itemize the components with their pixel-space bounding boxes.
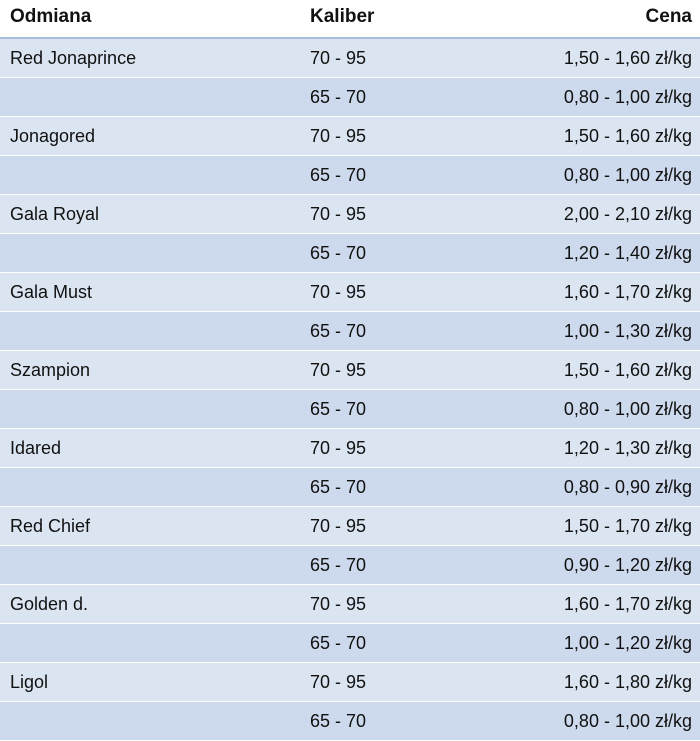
cell-variety bbox=[0, 468, 300, 507]
column-header-caliber: Kaliber bbox=[300, 0, 530, 38]
cell-caliber: 70 - 95 bbox=[300, 273, 530, 312]
cell-price: 0,80 - 1,00 zł/kg bbox=[530, 702, 700, 741]
cell-variety bbox=[0, 234, 300, 273]
table-row bbox=[0, 117, 700, 156]
cell-variety: Red Jonaprince bbox=[0, 38, 300, 78]
cell-price: 0,90 - 1,20 zł/kg bbox=[530, 546, 700, 585]
cell-price: 1,60 - 1,70 zł/kg bbox=[530, 585, 700, 624]
cell-caliber: 65 - 70 bbox=[300, 78, 530, 117]
cell-caliber: 70 - 95 bbox=[300, 117, 530, 156]
cell-variety bbox=[0, 312, 300, 351]
table-row bbox=[0, 507, 700, 546]
cell-price: 1,00 - 1,30 zł/kg bbox=[530, 312, 700, 351]
table-row bbox=[0, 195, 700, 234]
table-header-row bbox=[0, 0, 700, 38]
table-row bbox=[0, 429, 700, 468]
cell-variety bbox=[0, 702, 300, 741]
cell-caliber: 65 - 70 bbox=[300, 468, 530, 507]
cell-caliber: 65 - 70 bbox=[300, 312, 530, 351]
cell-caliber: 70 - 95 bbox=[300, 195, 530, 234]
table-row bbox=[0, 273, 700, 312]
table-row bbox=[0, 156, 700, 195]
table-row bbox=[0, 468, 700, 507]
table-row bbox=[0, 351, 700, 390]
table-row bbox=[0, 624, 700, 663]
cell-price: 1,20 - 1,40 zł/kg bbox=[530, 234, 700, 273]
table-row bbox=[0, 390, 700, 429]
cell-variety bbox=[0, 156, 300, 195]
table-row bbox=[0, 546, 700, 585]
cell-caliber: 70 - 95 bbox=[300, 351, 530, 390]
cell-caliber: 65 - 70 bbox=[300, 546, 530, 585]
cell-price: 0,80 - 0,90 zł/kg bbox=[530, 468, 700, 507]
cell-variety: Red Chief bbox=[0, 507, 300, 546]
table-row bbox=[0, 585, 700, 624]
cell-price: 0,80 - 1,00 zł/kg bbox=[530, 390, 700, 429]
cell-variety: Idared bbox=[0, 429, 300, 468]
cell-caliber: 65 - 70 bbox=[300, 624, 530, 663]
cell-price: 1,50 - 1,60 zł/kg bbox=[530, 117, 700, 156]
cell-caliber: 70 - 95 bbox=[300, 663, 530, 702]
cell-variety: Ligol bbox=[0, 663, 300, 702]
cell-variety: Jonagored bbox=[0, 117, 300, 156]
cell-price: 0,80 - 1,00 zł/kg bbox=[530, 78, 700, 117]
table-row bbox=[0, 234, 700, 273]
column-header-price: Cena bbox=[530, 0, 700, 38]
cell-variety bbox=[0, 624, 300, 663]
cell-caliber: 65 - 70 bbox=[300, 234, 530, 273]
cell-caliber: 70 - 95 bbox=[300, 507, 530, 546]
cell-caliber: 70 - 95 bbox=[300, 429, 530, 468]
cell-variety: Gala Must bbox=[0, 273, 300, 312]
cell-caliber: 65 - 70 bbox=[300, 390, 530, 429]
table-row bbox=[0, 663, 700, 702]
cell-caliber: 70 - 95 bbox=[300, 585, 530, 624]
table-row bbox=[0, 312, 700, 351]
table-row bbox=[0, 38, 700, 78]
cell-price: 1,20 - 1,30 zł/kg bbox=[530, 429, 700, 468]
cell-variety: Gala Royal bbox=[0, 195, 300, 234]
cell-caliber: 70 - 95 bbox=[300, 38, 530, 78]
cell-variety bbox=[0, 78, 300, 117]
cell-price: 1,50 - 1,60 zł/kg bbox=[530, 38, 700, 78]
cell-price: 1,00 - 1,20 zł/kg bbox=[530, 624, 700, 663]
cell-price: 0,80 - 1,00 zł/kg bbox=[530, 156, 700, 195]
cell-variety: Szampion bbox=[0, 351, 300, 390]
cell-price: 2,00 - 2,10 zł/kg bbox=[530, 195, 700, 234]
cell-caliber: 65 - 70 bbox=[300, 156, 530, 195]
table-row bbox=[0, 702, 700, 741]
table-row bbox=[0, 78, 700, 117]
table-header bbox=[0, 0, 700, 38]
cell-variety: Golden d. bbox=[0, 585, 300, 624]
cell-variety bbox=[0, 390, 300, 429]
cell-caliber: 65 - 70 bbox=[300, 702, 530, 741]
cell-variety bbox=[0, 546, 300, 585]
table-body bbox=[0, 38, 700, 741]
cell-price: 1,50 - 1,60 zł/kg bbox=[530, 351, 700, 390]
column-header-variety: Odmiana bbox=[0, 0, 300, 38]
cell-price: 1,50 - 1,70 zł/kg bbox=[530, 507, 700, 546]
cell-price: 1,60 - 1,80 zł/kg bbox=[530, 663, 700, 702]
cell-price: 1,60 - 1,70 zł/kg bbox=[530, 273, 700, 312]
